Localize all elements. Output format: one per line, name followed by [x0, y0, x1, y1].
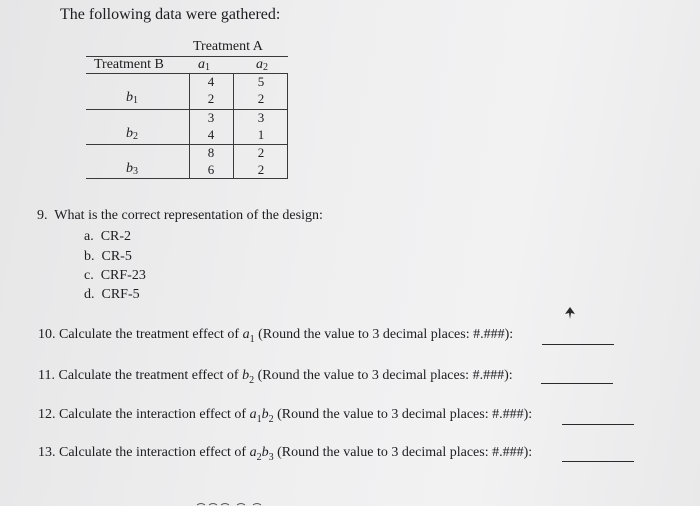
- table-cell: 1: [257, 127, 265, 142]
- table-cell: 2: [257, 162, 265, 177]
- intro-text: The following data were gathered:: [60, 6, 281, 23]
- option-d[interactable]: d. CRF-5: [84, 287, 140, 302]
- answer-blank-13[interactable]: [562, 461, 634, 462]
- mouse-cursor-icon: [564, 306, 576, 320]
- cropped-text-fragment: [195, 502, 275, 506]
- table-cell: 5: [257, 74, 265, 89]
- table-column-divider: [287, 73, 288, 179]
- table-cell: 8: [207, 145, 215, 160]
- table-cell: 4: [207, 127, 215, 142]
- table-cell: 4: [207, 74, 215, 89]
- question-10: 10. Calculate the treatment effect of $a_1$ (Round the value to 3 decimal places: #.###):: [38, 327, 514, 345]
- table-cell: 2: [207, 91, 215, 106]
- question-9: 9. What is the correct representation of the design:: [37, 208, 323, 223]
- answer-blank-12[interactable]: [562, 424, 634, 425]
- option-a[interactable]: a. CR-2: [84, 229, 132, 244]
- question-12: 12. Calculate the interaction effect of $a_1b_2$ (Round the value to 3 decimal places: #.###):: [38, 407, 533, 425]
- option-c[interactable]: c. CRF-23: [84, 268, 146, 283]
- treatment-b-header: Treatment B: [94, 57, 164, 72]
- table-cell: 2: [257, 91, 265, 106]
- answer-blank-10[interactable]: [542, 344, 614, 345]
- table-cell: 6: [207, 162, 215, 177]
- data-table: [86, 38, 288, 180]
- row-b1-label: $b_1$: [126, 90, 138, 106]
- answer-blank-11[interactable]: [541, 383, 613, 384]
- table-cell: 2: [257, 145, 265, 160]
- column-a1-header: $a_1$: [198, 57, 210, 73]
- question-13: 13. Calculate the interaction effect of $a_2b_3$ (Round the value to 3 decimal places: #.###):: [38, 445, 533, 463]
- row-b2-label: $b_2$: [126, 126, 138, 142]
- table-cell: 3: [257, 110, 265, 125]
- row-b3-label: $b_3$: [126, 161, 138, 177]
- option-b[interactable]: b. CR-5: [84, 249, 132, 264]
- table-cell: 3: [207, 110, 215, 125]
- table-rule: [86, 178, 288, 179]
- treatment-a-header: Treatment A: [193, 39, 263, 54]
- question-11: 11. Calculate the treatment effect of $b_2$ (Round the value to 3 decimal places: #.###):: [38, 368, 513, 386]
- table-column-divider: [189, 73, 190, 179]
- column-a2-header: $a_2$: [256, 57, 268, 73]
- table-column-divider: [233, 73, 234, 179]
